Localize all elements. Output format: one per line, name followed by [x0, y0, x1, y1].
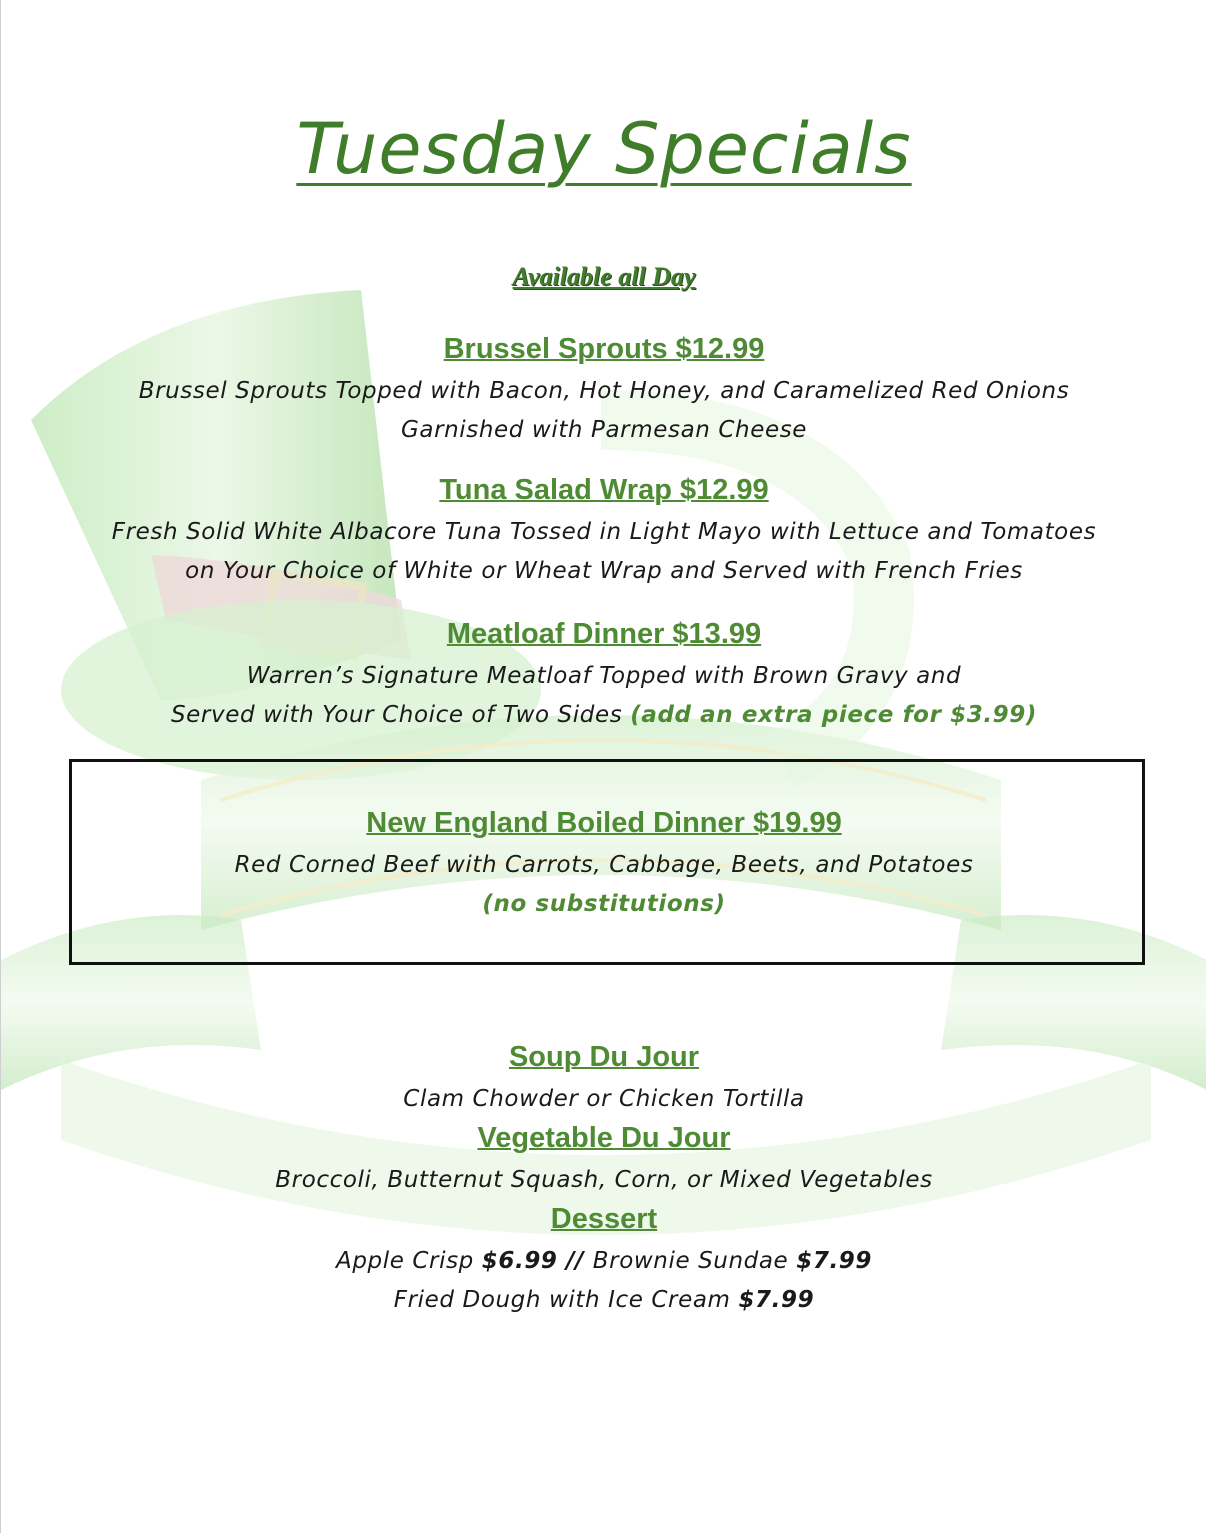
vegetable-du-jour-desc: Broccoli, Butternut Squash, Corn, or Mixed Vegetables	[275, 1167, 933, 1193]
special-meatloaf-desc-2-text: Served with Your Choice of Two Sides	[170, 702, 623, 728]
vegetable-du-jour-title: Vegetable Du Jour	[477, 1122, 731, 1154]
special-meatloaf-title: Meatloaf Dinner $13.99	[446, 618, 762, 650]
dessert-item-brownie-sundae: Brownie Sundae	[592, 1248, 797, 1274]
special-brussel-sprouts-desc-1: Brussel Sprouts Topped with Bacon, Hot Honey, and Caramelized Red Onions	[138, 378, 1070, 404]
special-tuna-wrap-title: Tuna Salad Wrap $12.99	[439, 474, 769, 506]
soup-du-jour-title: Soup Du Jour	[508, 1041, 700, 1073]
special-meatloaf-desc-2	[1, 702, 1206, 728]
featured-special-desc: Red Corned Beef with Carrots, Cabbage, Beets, and Potatoes	[234, 852, 974, 878]
special-tuna-wrap-desc-1: Fresh Solid White Albacore Tuna Tossed in Light Mayo with Lettuce and Tomatoes	[111, 519, 1097, 545]
dessert-price-brownie-sundae: $7.99	[796, 1248, 872, 1274]
dessert-price-fried-dough: $7.99	[738, 1287, 815, 1313]
menu-content	[1, 0, 1206, 1533]
dessert-separator: //	[557, 1248, 593, 1274]
special-brussel-sprouts-title: Brussel Sprouts $12.99	[443, 333, 765, 365]
availability-subtitle: Available all Day	[512, 262, 696, 291]
special-brussel-sprouts-desc-2: Garnished with Parmesan Cheese	[400, 417, 808, 443]
featured-special-title: New England Boiled Dinner $19.99	[366, 807, 842, 839]
featured-special-note: (no substitutions)	[482, 891, 726, 917]
dessert-line-2	[1, 1287, 1206, 1313]
dessert-item-fried-dough: Fried Dough with Ice Cream	[393, 1287, 739, 1313]
dessert-item-apple-crisp: Apple Crisp	[335, 1248, 482, 1274]
special-tuna-wrap-desc-2: on Your Choice of White or Wheat Wrap and Served with French Fries	[185, 558, 1023, 584]
special-meatloaf-extra-note: (add an extra piece for $3.99)	[630, 702, 1037, 728]
dessert-title: Dessert	[550, 1203, 658, 1235]
soup-du-jour-desc: Clam Chowder or Chicken Tortilla	[403, 1086, 805, 1112]
page-title: Tuesday Specials	[296, 108, 912, 190]
dessert-price-apple-crisp: $6.99	[481, 1248, 558, 1274]
special-meatloaf-desc-1: Warren’s Signature Meatloaf Topped with Brown Gravy and	[246, 663, 962, 689]
dessert-line-1	[1, 1248, 1206, 1274]
